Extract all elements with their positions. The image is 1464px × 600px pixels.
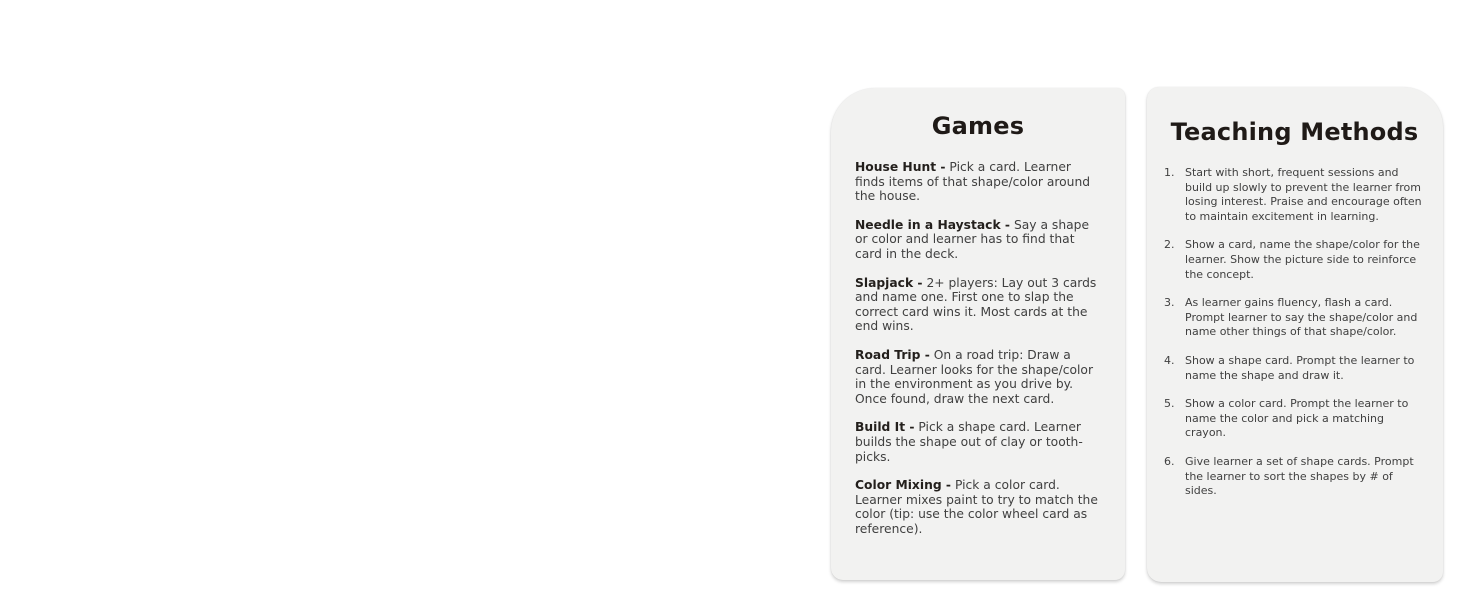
method-number: 2. [1164, 238, 1175, 252]
game-description: On a road trip: Draw a card. Learner looks for the shape/color in the environment as you drive by. Once found, draw the next card. [855, 347, 1093, 406]
game-name: Build It - [855, 420, 915, 435]
method-item [1164, 166, 1425, 224]
teaching-methods-list [1164, 166, 1425, 499]
game-entry [855, 218, 1101, 262]
method-number: 4. [1164, 353, 1175, 367]
game-entry [855, 420, 1101, 464]
teaching-methods-title: Teaching Methods [1170, 118, 1419, 146]
game-name: Slapjack - [855, 275, 923, 290]
method-item [1164, 455, 1425, 499]
game-name: Road Trip - [855, 347, 930, 362]
game-description: Pick a card. Learner finds items of that shape/color around the house. [855, 160, 1091, 204]
games-card-title: Games [931, 112, 1025, 140]
method-text: Show a color card. Prompt the learner to name the color and pick a matching crayon. [1185, 397, 1409, 440]
method-number: 5. [1164, 397, 1175, 411]
method-item [1164, 238, 1425, 282]
teaching-methods-card [1147, 87, 1443, 582]
method-number: 1. [1164, 166, 1175, 179]
game-description: 2+ players: Lay out 3 cards and name one. First one to slap the correct card wins it. Most cards at the end wins. [855, 275, 1097, 334]
game-name: House Hunt - [855, 160, 946, 174]
method-number: 3. [1164, 296, 1175, 310]
game-description: Pick a color card. Learner mixes paint to try to match the color (tip: use the color wheel card as reference). [855, 478, 1098, 536]
game-description: Pick a shape card. Learner builds the shape out of clay or tooth-picks. [855, 420, 1083, 464]
games-card [831, 88, 1125, 580]
method-text: Show a shape card. Prompt the learner to name the shape and draw it. [1185, 353, 1415, 382]
game-name: Color Mixing - [855, 478, 952, 493]
game-description: Say a shape or color and learner has to find that card in the deck. [855, 217, 1090, 261]
method-text: Show a card, name the shape/color for the learner. Show the picture side to reinforce the concept. [1185, 238, 1420, 281]
game-entry [855, 276, 1101, 334]
game-entry [855, 478, 1101, 536]
method-text: As learner gains fluency, flash a card. Prompt learner to say the shape/color and name other things of that shape/color. [1185, 296, 1418, 339]
game-entry [855, 160, 1101, 204]
method-text: Start with short, frequent sessions and build up slowly to prevent the learner from losing interest. Praise and encourage often to maintain excitement in learning. [1185, 166, 1422, 223]
game-name: Needle in a Haystack - [855, 217, 1011, 232]
method-item [1164, 296, 1425, 340]
game-entry [855, 348, 1101, 406]
method-number: 6. [1164, 454, 1175, 468]
method-item [1164, 397, 1425, 441]
method-text: Give learner a set of shape cards. Prompt the learner to sort the shapes by # of sides. [1185, 454, 1414, 498]
method-item [1164, 354, 1425, 383]
